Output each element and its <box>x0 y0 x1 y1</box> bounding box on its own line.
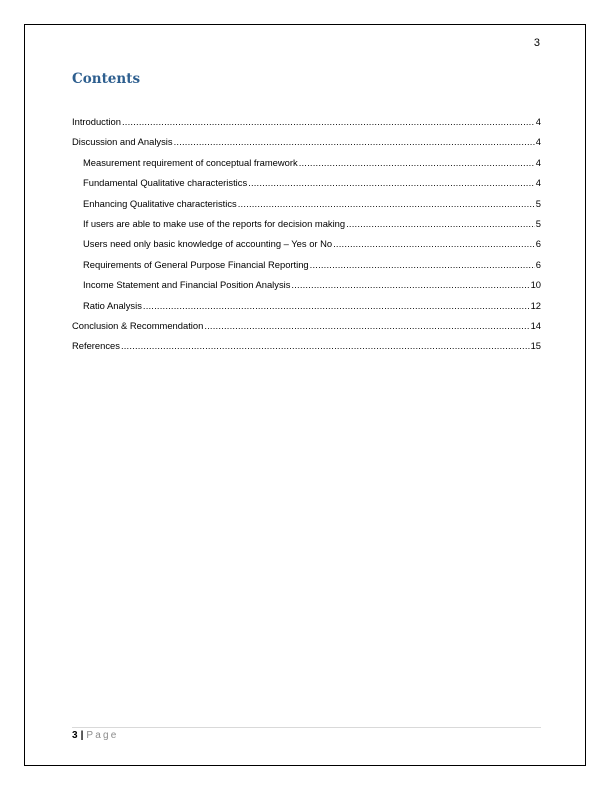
toc-entry-measurement-requirement[interactable] <box>72 157 541 177</box>
toc-entry-page: 5 <box>535 197 541 209</box>
toc-entry-title: Ratio Analysis <box>83 299 142 311</box>
toc-dot-leader <box>248 177 535 188</box>
toc-dot-leader <box>238 198 535 209</box>
toc-entry-title: Fundamental Qualitative characteristics <box>83 177 248 189</box>
toc-entry-general-purpose-reporting[interactable] <box>72 259 541 279</box>
toc-entry-title: References <box>72 340 120 352</box>
toc-entry-page: 4 <box>535 177 541 189</box>
toc-entry-fundamental-qualitative[interactable] <box>72 177 541 197</box>
toc-entry-enhancing-qualitative[interactable] <box>72 198 541 218</box>
toc-entry-title: Users need only basic knowledge of accounting – Yes or No <box>83 238 333 250</box>
toc-entry-conclusion[interactable] <box>72 320 541 340</box>
toc-entry-page: 5 <box>535 217 541 229</box>
toc-entry-title: Enhancing Qualitative characteristics <box>83 197 237 209</box>
toc-entry-page: 14 <box>530 319 541 331</box>
toc-dot-leader <box>121 340 530 351</box>
toc-dot-leader <box>310 259 535 270</box>
contents-heading: Contents <box>72 71 141 87</box>
toc-entry-references[interactable] <box>72 340 541 360</box>
toc-entry-introduction[interactable] <box>72 116 541 136</box>
toc-dot-leader <box>346 218 535 229</box>
toc-entry-decision-making[interactable] <box>72 218 541 238</box>
toc-dot-leader <box>291 279 529 290</box>
toc-entry-page: 6 <box>535 258 541 270</box>
toc-entry-discussion-and-analysis[interactable] <box>72 136 541 156</box>
toc-entry-page: 6 <box>535 238 541 250</box>
footer-divider <box>72 727 541 728</box>
toc-entry-page: 10 <box>530 279 541 291</box>
toc-dot-leader <box>174 136 535 147</box>
footer-page-number: 3 <box>72 730 78 741</box>
toc-entry-title: Income Statement and Financial Position Analysis <box>83 279 291 291</box>
toc-entry-page: 4 <box>535 136 541 148</box>
toc-dot-leader <box>204 320 529 331</box>
toc-entry-title: Requirements of General Purpose Financial Reporting <box>83 258 309 270</box>
toc-entry-page: 4 <box>535 156 541 168</box>
toc-entry-title: Measurement requirement of conceptual framework <box>83 156 298 168</box>
toc-entry-ratio-analysis[interactable] <box>72 300 541 320</box>
toc-dot-leader <box>143 300 530 311</box>
toc-entry-income-statement[interactable] <box>72 279 541 299</box>
toc-entry-page: 15 <box>530 340 541 352</box>
toc-entry-title: Conclusion & Recommendation <box>72 319 204 331</box>
footer-separator: | <box>80 730 84 741</box>
toc-entry-page: 12 <box>530 299 541 311</box>
toc-dot-leader <box>299 157 535 168</box>
toc-dot-leader <box>122 116 535 127</box>
header-page-number: 3 <box>533 37 540 49</box>
toc-entry-title: If users are able to make use of the reports for decision making <box>83 217 346 229</box>
toc-entry-basic-knowledge[interactable] <box>72 238 541 258</box>
toc-dot-leader <box>333 238 535 249</box>
toc-entry-title: Discussion and Analysis <box>72 136 173 148</box>
page-footer <box>72 730 119 741</box>
footer-page-label: Page <box>86 730 119 741</box>
toc-entry-page: 4 <box>535 116 541 127</box>
table-of-contents <box>72 116 541 361</box>
toc-entry-title: Introduction <box>72 116 121 127</box>
